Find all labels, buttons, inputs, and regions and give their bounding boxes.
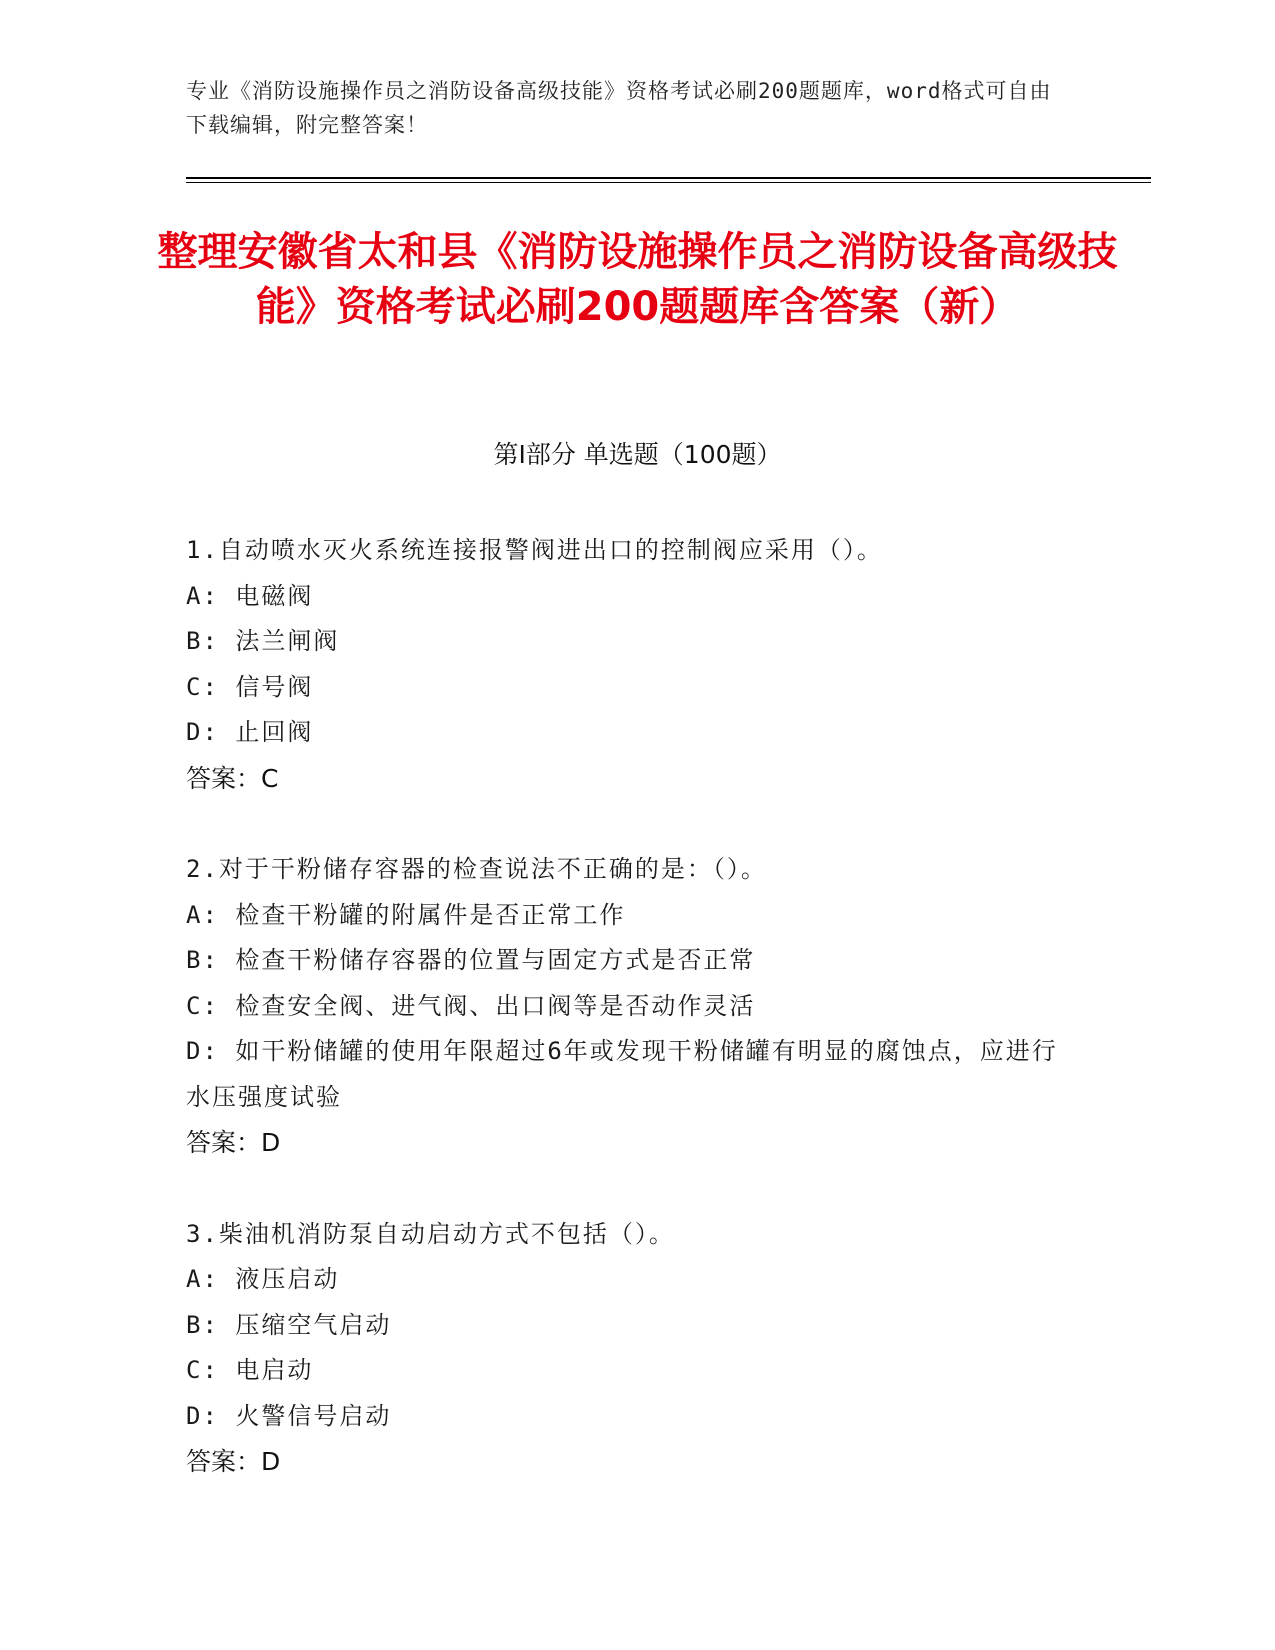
answer bbox=[186, 1120, 1066, 1166]
document-title: 整理安徽省太和县《消防设施操作员之消防设备高级技能》资格考试必刷200题题库含答案（新） bbox=[157, 229, 1118, 330]
question-stem: 1.自动喷水灭火系统连接报警阀进出口的控制阀应采用（）。 bbox=[186, 536, 883, 564]
question-3 bbox=[186, 1212, 1066, 1485]
option-c: C: 电启动 bbox=[186, 1356, 314, 1384]
answer-label: 答案： bbox=[186, 763, 262, 793]
option-c: C: 检查安全阀、进气阀、出口阀等是否动作灵活 bbox=[186, 991, 756, 1020]
option-b: B: 检查干粉储存容器的位置与固定方式是否正常 bbox=[186, 946, 756, 974]
answer-value: D bbox=[261, 1128, 281, 1157]
header-divider-thick bbox=[186, 177, 1151, 179]
option-c: C: 信号阀 bbox=[186, 672, 314, 701]
option-a: A: 液压启动 bbox=[186, 1265, 340, 1293]
option-b: B: 法兰闸阀 bbox=[186, 627, 340, 655]
option-a: A: 电磁阀 bbox=[186, 581, 314, 610]
option-d: D: 如干粉储罐的使用年限超过6年或发现干粉储罐有明显的腐蚀点，应进行水压强度试验 bbox=[186, 1037, 1058, 1111]
answer-label: 答案： bbox=[186, 1447, 262, 1476]
answer-value: C bbox=[261, 763, 279, 793]
answer bbox=[186, 1439, 1066, 1485]
question-2 bbox=[186, 847, 1066, 1166]
option-d: D: 止回阀 bbox=[186, 718, 314, 746]
question-list bbox=[186, 528, 1066, 1531]
option-a: A: 检查干粉罐的附属件是否正常工作 bbox=[186, 900, 626, 929]
answer-value: D bbox=[261, 1447, 281, 1476]
answer-label: 答案： bbox=[186, 1128, 262, 1157]
header-divider-thin bbox=[186, 182, 1151, 183]
header-note: 专业《消防设施操作员之消防设备高级技能》资格考试必刷200题题库，word格式可自由下载编辑，附完整答案！ bbox=[186, 79, 1052, 137]
question-1 bbox=[186, 528, 1066, 801]
question-stem: 3.柴油机消防泵自动启动方式不包括（）。 bbox=[186, 1219, 675, 1248]
answer bbox=[186, 756, 1066, 802]
section-title: 第Ⅰ部分 单选题（100题） bbox=[493, 440, 782, 469]
option-d: D: 火警信号启动 bbox=[186, 1401, 392, 1430]
question-stem: 2.对于干粉储存容器的检查说法不正确的是：（）。 bbox=[186, 855, 767, 883]
option-b: B: 压缩空气启动 bbox=[186, 1310, 392, 1339]
